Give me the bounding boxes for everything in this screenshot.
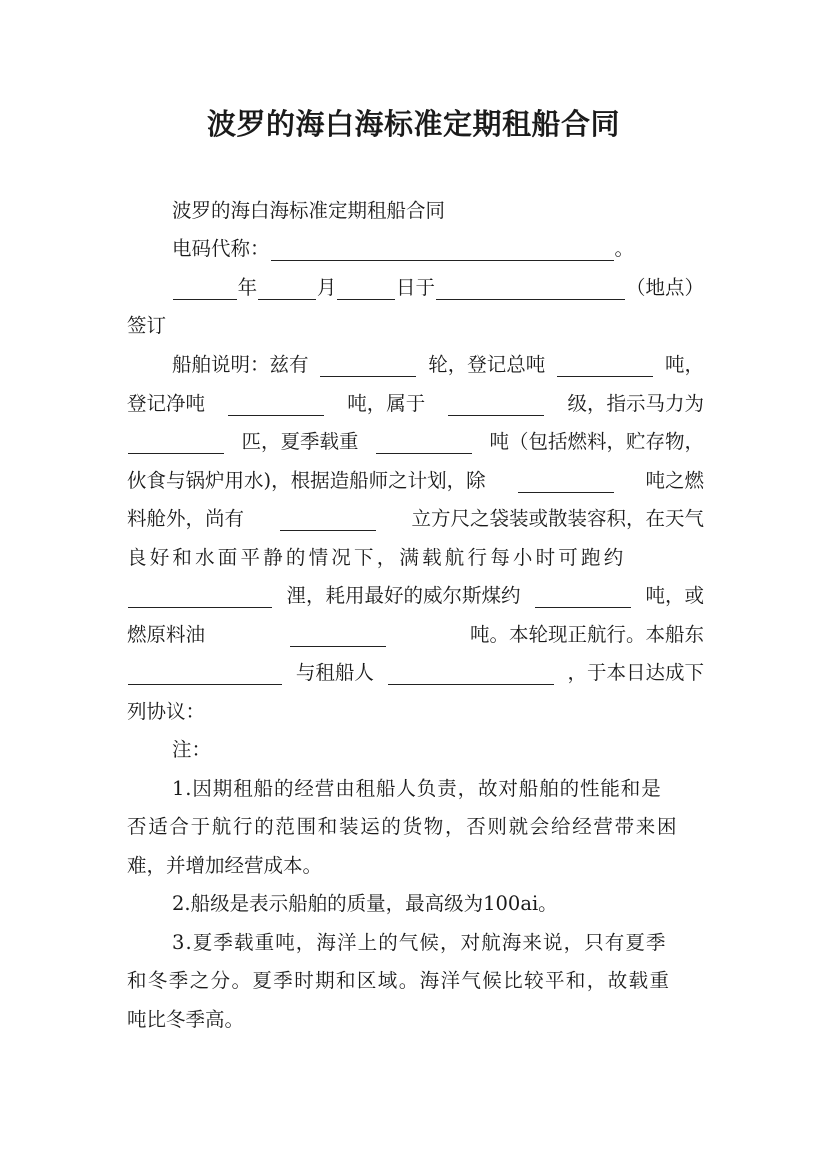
text-segment: 难，并增加经营成本。	[127, 854, 323, 877]
document-title: 波罗的海白海标准定期租船合同	[206, 107, 620, 141]
day-at-label: 日于	[396, 276, 436, 299]
text-segment: 吨，或	[645, 584, 704, 607]
text-segment: 吨。本轮现正航行。本船东	[469, 623, 704, 646]
text-segment: 浬，耗用最好的威尔斯煤约	[286, 584, 521, 607]
fuel-tonnage-blank	[518, 470, 614, 493]
ship-desc-line-4	[127, 462, 704, 500]
note-1-line-1	[127, 770, 704, 808]
net-tonnage-blank	[228, 393, 324, 416]
text-segment: 匹，夏季载重	[241, 430, 359, 453]
signed-line	[127, 307, 704, 345]
shipowner-blank	[128, 662, 282, 685]
text-segment: 登记净吨	[127, 392, 206, 415]
text-segment: 吨（包括燃料，贮存物，	[489, 430, 704, 453]
charterer-blank	[388, 662, 554, 685]
place-label: （地点）	[625, 276, 704, 299]
notes-heading	[127, 731, 704, 769]
day-blank	[337, 277, 395, 300]
text-segment: 和冬季之分。夏季时期和区域。海洋气候比较平和，故载重	[127, 969, 671, 992]
class-blank	[448, 393, 544, 416]
text-segment: 立方尺之袋装或散装容积，在天气	[411, 507, 704, 530]
ship-desc-line-1	[127, 346, 704, 384]
date-place-line	[127, 269, 704, 307]
code-name-label: 电码代称：	[172, 237, 270, 260]
coal-blank	[535, 585, 631, 608]
month-blank	[258, 277, 316, 300]
signed-text: 签订	[127, 314, 167, 337]
text-segment: 吨之燃	[645, 469, 704, 492]
text-segment: 燃原料油	[127, 623, 206, 646]
text-segment: 3.夏季载重吨，海洋上的气候，对航海来说，只有夏季	[172, 931, 667, 954]
note-3-line-3	[127, 1001, 704, 1039]
heading-line	[127, 192, 704, 230]
text-segment: 否适合于航行的范围和装运的货物，否则就会给经营带来困	[127, 815, 679, 838]
parties-line	[127, 654, 704, 692]
text-segment: 吨比冬季高。	[127, 1008, 245, 1031]
ship-desc-line-3	[127, 423, 704, 461]
text-segment: 级，指示马力为	[567, 392, 704, 415]
agreement-line	[127, 693, 704, 731]
text-segment: 轮，登记总吨	[428, 353, 546, 376]
subheading-text: 波罗的海白海标准定期租船合同	[172, 199, 446, 222]
text-segment: ，于本日达成下	[567, 661, 704, 684]
horsepower-blank	[128, 431, 224, 454]
ship-desc-line-2	[127, 385, 704, 423]
gross-tonnage-blank	[557, 354, 653, 377]
ship-desc-line-7	[127, 577, 704, 615]
year-blank	[173, 277, 237, 300]
summer-deadweight-blank	[376, 431, 472, 454]
code-name-blank	[271, 238, 614, 261]
text-segment: 1.因期租船的经营由租船人负责，故对船舶的性能和是	[172, 777, 662, 800]
text-segment: 吨，	[664, 353, 704, 376]
text-segment: 2.船级是表示船舶的质量，最高级为100ai。	[172, 892, 558, 915]
text-segment: 吨，属于	[347, 392, 426, 415]
ship-desc-line-8	[127, 616, 704, 654]
code-name-end: 。	[614, 237, 635, 260]
fuel-oil-blank	[290, 624, 386, 647]
text-segment: 良好和水面平静的情况下，满载航行每小时可跑约	[127, 546, 627, 569]
cubic-feet-blank	[280, 508, 376, 531]
note-1-line-3	[127, 847, 704, 885]
note-1-line-2	[127, 808, 704, 846]
text-segment: 注：	[172, 738, 212, 761]
text-segment: 船舶说明：兹有	[172, 353, 309, 376]
ship-desc-line-5	[127, 500, 704, 538]
code-name-line	[127, 230, 704, 268]
note-3-line-2	[127, 962, 704, 1000]
month-label: 月	[316, 276, 337, 299]
text-segment: 与租船人	[295, 661, 374, 684]
ship-name-blank	[320, 354, 416, 377]
text-segment: 料舱外，尚有	[127, 507, 245, 530]
text-segment: 伙食与锅炉用水)，根据造船师之计划，除	[127, 469, 486, 492]
text-segment: 列协议：	[127, 700, 206, 723]
note-2-line	[127, 885, 704, 923]
place-blank	[436, 277, 625, 300]
speed-blank	[128, 585, 272, 608]
year-label: 年	[237, 276, 258, 299]
note-3-line-1	[127, 924, 704, 962]
ship-desc-line-6	[127, 539, 704, 577]
